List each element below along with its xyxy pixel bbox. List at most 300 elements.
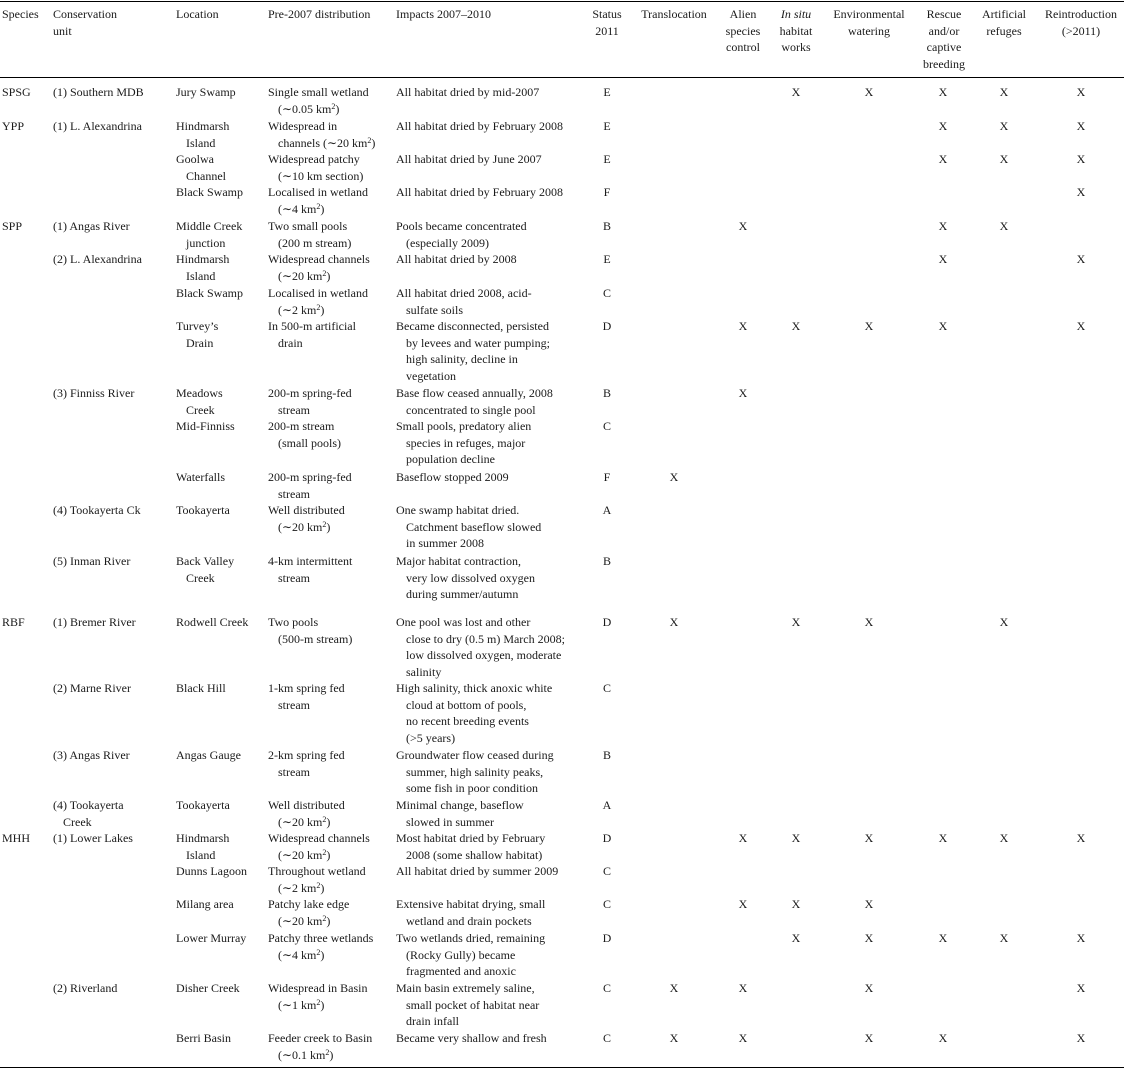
cell-location — [176, 118, 229, 151]
cell-location — [176, 218, 242, 251]
cell-location — [176, 318, 218, 351]
cell-location — [176, 469, 225, 486]
cell-impacts — [396, 84, 539, 101]
cell-impacts — [396, 318, 550, 384]
cell-pre2007-distribution — [268, 251, 370, 284]
mark-alien-control: X — [738, 319, 748, 333]
header-line: Environmental — [833, 7, 905, 21]
mark-reintroduction: X — [1076, 85, 1086, 99]
cell-impacts-line: fragmented and anoxic — [406, 964, 516, 979]
header-line: refuges — [986, 23, 1022, 38]
cell-location-line: Island — [186, 135, 216, 150]
cell-status: C — [602, 286, 611, 300]
cell-location-line: Goolwa — [176, 152, 214, 166]
cell-status: D — [602, 319, 612, 333]
cell-status: F — [603, 185, 611, 199]
cell-pre2007-distribution — [268, 896, 349, 929]
cell-pre2007-distribution — [268, 747, 345, 780]
cell-conservation-unit-line: (3) Angas River — [53, 748, 130, 762]
cell-impacts — [396, 1030, 547, 1047]
cell-status: C — [602, 981, 611, 995]
cell-impacts-line: concentrated to single pool — [406, 402, 536, 417]
cell-impacts-line: vegetation — [406, 368, 456, 383]
cell-pre2007-distribution-line: 200-m spring-fed — [268, 470, 352, 484]
header-line: habitat — [779, 23, 813, 38]
header-line: In situ — [780, 7, 812, 21]
cell-location — [176, 385, 223, 418]
header-rule — [0, 77, 1124, 78]
cell-location-line: Meadows — [176, 386, 223, 400]
mark-env-watering: X — [864, 615, 874, 629]
cell-pre2007-distribution-line: (small pools) — [278, 435, 341, 450]
cell-impacts-line: High salinity, thick anoxic white — [396, 681, 553, 695]
cell-impacts-line: Became disconnected, persisted — [396, 319, 549, 333]
cell-impacts-line: in summer 2008 — [406, 536, 484, 551]
cell-pre2007-distribution — [268, 385, 352, 418]
cell-impacts-line: no recent breeding events — [406, 714, 529, 729]
cell-pre2007-distribution-line: Patchy lake edge — [268, 897, 350, 911]
cell-pre2007-distribution-line: (∼2 $km^2$) — [278, 880, 325, 895]
cell-impacts — [396, 930, 545, 980]
cell-pre2007-distribution-line: (200 m stream) — [278, 235, 352, 250]
cell-impacts — [396, 184, 563, 201]
cell-conservation-unit — [53, 614, 136, 631]
mark-env-watering: X — [864, 1031, 874, 1045]
cell-impacts — [396, 553, 535, 603]
cell-impacts-line: (especially 2009) — [406, 235, 489, 250]
header-alien-control — [718, 6, 768, 56]
cell-impacts-line: Small pools, predatory alien — [396, 419, 532, 433]
cell-pre2007-distribution — [268, 285, 368, 318]
cell-impacts-line: All habitat dried by 2008 — [396, 252, 517, 266]
cell-conservation-unit — [53, 385, 134, 402]
cell-impacts — [396, 285, 532, 318]
cell-status: E — [603, 152, 611, 166]
cell-pre2007-distribution — [268, 218, 351, 251]
cell-impacts-line: All habitat dried by mid-2007 — [396, 85, 540, 99]
mark-translocation: X — [669, 981, 679, 995]
cell-location-line: Dunns Lagoon — [176, 864, 247, 878]
cell-pre2007-distribution-line: (500-m stream) — [278, 631, 353, 646]
cell-location-line: Hindmarsh — [176, 831, 230, 845]
cell-impacts-line: One swamp habitat dried. — [396, 503, 520, 517]
cell-location-line: Waterfalls — [176, 470, 226, 484]
header-line: Conservation — [53, 7, 117, 21]
cell-pre2007-distribution-line: (∼10 km section) — [278, 168, 364, 183]
cell-conservation-unit-line: (5) Inman River — [53, 554, 131, 568]
cell-location-line: Black Hill — [176, 681, 226, 695]
cell-pre2007-distribution-line: 4-km intermittent — [268, 554, 353, 568]
cell-pre2007-distribution-line: stream — [278, 486, 310, 501]
cell-pre2007-distribution-line: stream — [278, 697, 310, 712]
cell-conservation-unit — [53, 797, 124, 830]
header-status — [586, 6, 628, 39]
cell-status: B — [602, 386, 611, 400]
mark-rescue-breeding: X — [938, 831, 948, 845]
cell-species: RBF — [2, 615, 25, 629]
cell-impacts-line: All habitat dried by February 2008 — [396, 119, 563, 133]
cell-impacts-line: cloud at bottom of pools, — [406, 697, 527, 712]
cell-location-line: Black Swamp — [176, 185, 243, 199]
cell-impacts — [396, 469, 509, 486]
cell-impacts-line: species in refuges, major — [406, 435, 526, 450]
mark-reintroduction: X — [1076, 119, 1086, 133]
cell-pre2007-distribution — [268, 797, 345, 830]
mark-insitu-works: X — [791, 931, 801, 945]
cell-location-line: Angas Gauge — [176, 748, 241, 762]
header-line: unit — [53, 23, 72, 38]
header-line: 2011 — [595, 23, 619, 38]
cell-status: C — [602, 897, 611, 911]
cell-impacts-line: sulfate soils — [406, 302, 463, 317]
mark-artificial-refuges: X — [999, 931, 1009, 945]
cell-pre2007-distribution-line: Widespread channels — [268, 252, 370, 266]
cell-conservation-unit — [53, 553, 130, 570]
mark-reintroduction: X — [1076, 981, 1086, 995]
cell-impacts-line: very low dissolved oxygen — [406, 570, 535, 585]
cell-pre2007-distribution-line: stream — [278, 570, 310, 585]
cell-location — [176, 797, 230, 814]
cell-location-line: Island — [186, 847, 216, 862]
cell-pre2007-distribution — [268, 318, 356, 351]
cell-impacts-line: All habitat dried by February 2008 — [396, 185, 563, 199]
header-species: Species — [2, 7, 39, 21]
cell-location-line: Disher Creek — [176, 981, 240, 995]
mark-translocation: X — [669, 1031, 679, 1045]
mark-alien-control: X — [738, 981, 748, 995]
header-line: and/or — [928, 23, 960, 38]
cell-impacts-line: population decline — [406, 452, 495, 467]
cell-location-line: Milang area — [176, 897, 234, 911]
cell-conservation-unit-line: (3) Finniss River — [53, 386, 135, 400]
cell-location-line: Middle Creek — [176, 219, 243, 233]
bottom-rule — [0, 1067, 1124, 1068]
top-rule — [0, 1, 1124, 2]
header-location: Location — [176, 7, 219, 21]
mark-artificial-refuges: X — [999, 119, 1009, 133]
cell-impacts — [396, 385, 553, 418]
cell-impacts-line: during summer/autumn — [406, 587, 519, 602]
cell-impacts-line: Base flow ceased annually, 2008 — [396, 386, 553, 400]
cell-status: C — [602, 864, 611, 878]
cell-pre2007-distribution — [268, 830, 370, 863]
cell-pre2007-distribution-line: (∼0.05 $km^2$) — [278, 101, 340, 116]
cell-impacts-line: low dissolved oxygen, moderate — [406, 648, 562, 663]
cell-location-line: junction — [186, 235, 226, 250]
cell-status: E — [603, 85, 611, 99]
cell-impacts-line: Main basin extremely saline, — [396, 981, 535, 995]
cell-status: A — [602, 503, 612, 517]
cell-pre2007-distribution — [268, 980, 368, 1013]
cell-pre2007-distribution — [268, 863, 366, 896]
cell-pre2007-distribution — [268, 553, 352, 586]
cell-pre2007-distribution — [268, 930, 373, 963]
mark-reintroduction: X — [1076, 1031, 1086, 1045]
cell-impacts — [396, 218, 527, 251]
cell-impacts — [396, 747, 554, 797]
mark-reintroduction: X — [1076, 152, 1086, 166]
cell-impacts-line: (>5 years) — [406, 730, 456, 745]
cell-pre2007-distribution-line: stream — [278, 764, 310, 779]
cell-pre2007-distribution — [268, 502, 345, 535]
cell-location-line: Back Valley — [176, 554, 235, 568]
cell-pre2007-distribution-line: channels (∼20 $km^2$) — [278, 135, 376, 150]
cell-pre2007-distribution-line: (∼20 $km^2$) — [278, 268, 331, 283]
cell-pre2007-distribution-line: (∼1 $km^2$) — [278, 997, 325, 1012]
mark-rescue-breeding: X — [938, 1031, 948, 1045]
cell-impacts — [396, 502, 541, 552]
cell-impacts-line: close to dry (0.5 m) March 2008; — [406, 631, 565, 646]
cell-location-line: Jury Swamp — [176, 85, 236, 99]
cell-pre2007-distribution — [268, 84, 369, 117]
header-translocation: Translocation — [641, 7, 707, 21]
cell-impacts-line: by levees and water pumping; — [406, 335, 550, 350]
cell-conservation-unit — [53, 118, 142, 135]
cell-pre2007-distribution-line: Patchy three wetlands — [268, 931, 374, 945]
cell-impacts-line: 2008 (some shallow habitat) — [406, 847, 543, 862]
cell-location — [176, 930, 246, 947]
mark-artificial-refuges: X — [999, 219, 1009, 233]
mark-rescue-breeding: X — [938, 152, 948, 166]
mark-rescue-breeding: X — [938, 319, 948, 333]
cell-pre2007-distribution — [268, 1030, 372, 1063]
header-line: control — [726, 40, 760, 55]
cell-status: D — [602, 831, 612, 845]
cell-pre2007-distribution-line: Single small wetland — [268, 85, 369, 99]
cell-conservation-unit-line: (4) Tookayerta Ck — [53, 503, 141, 517]
cell-conservation-unit — [53, 830, 133, 847]
cell-impacts-line: drain infall — [406, 1014, 459, 1029]
cell-pre2007-distribution-line: 200-m stream — [268, 419, 335, 433]
cell-status: B — [602, 554, 611, 568]
cell-location-line: Island — [186, 268, 216, 283]
cell-pre2007-distribution-line: 2-km spring fed — [268, 748, 345, 762]
cell-location — [176, 747, 241, 764]
cell-location-line: Tookayerta — [176, 798, 230, 812]
mark-rescue-breeding: X — [938, 85, 948, 99]
header-line: (>2011) — [1061, 23, 1101, 38]
cell-impacts — [396, 118, 563, 135]
cell-impacts — [396, 418, 531, 468]
mark-insitu-works: X — [791, 615, 801, 629]
header-conservation-unit — [53, 6, 117, 39]
cell-location — [176, 418, 235, 435]
cell-pre2007-distribution — [268, 151, 363, 184]
cell-pre2007-distribution-line: Widespread patchy — [268, 152, 360, 166]
cell-pre2007-distribution-line: (∼20 $km^2$) — [278, 519, 331, 534]
cell-impacts-line: Minimal change, baseflow — [396, 798, 524, 812]
cell-pre2007-distribution-line: 1-km spring fed — [268, 681, 345, 695]
cell-pre2007-distribution-line: (∼2 $km^2$) — [278, 302, 325, 317]
cell-impacts — [396, 680, 552, 746]
cell-impacts-line: All habitat dried 2008, acid- — [396, 286, 532, 300]
cell-location-line: Creek — [186, 402, 215, 417]
mark-artificial-refuges: X — [999, 831, 1009, 845]
cell-conservation-unit — [53, 502, 141, 519]
cell-pre2007-distribution-line: stream — [278, 402, 310, 417]
header-rescue — [916, 6, 972, 72]
mark-insitu-works: X — [791, 897, 801, 911]
mark-env-watering: X — [864, 931, 874, 945]
cell-location — [176, 502, 230, 519]
cell-location — [176, 553, 234, 586]
cell-pre2007-distribution-line: Two pools — [268, 615, 319, 629]
mark-alien-control: X — [738, 386, 748, 400]
cell-status: B — [602, 219, 611, 233]
cell-impacts-line: One pool was lost and other — [396, 615, 531, 629]
cell-conservation-unit — [53, 747, 130, 764]
cell-impacts-line: Catchment baseflow slowed — [406, 519, 542, 534]
mark-alien-control: X — [738, 897, 748, 911]
cell-impacts-line: salinity — [406, 664, 442, 679]
cell-location-line: Channel — [186, 168, 226, 183]
mark-reintroduction: X — [1076, 831, 1086, 845]
header-insitu-works — [772, 6, 820, 56]
mark-rescue-breeding: X — [938, 219, 948, 233]
mark-env-watering: X — [864, 897, 874, 911]
header-line: species — [725, 23, 761, 38]
cell-pre2007-distribution-line: (∼20 $km^2$) — [278, 913, 331, 928]
header-line: captive — [926, 40, 962, 55]
cell-location-line: Black Swamp — [176, 286, 243, 300]
mark-reintroduction: X — [1076, 931, 1086, 945]
cell-impacts — [396, 863, 558, 880]
cell-conservation-unit-line: (4) Tookayerta — [53, 798, 124, 812]
header-artificial-refuges — [976, 6, 1032, 39]
mark-reintroduction: X — [1076, 252, 1086, 266]
cell-pre2007-distribution-line: Widespread channels — [268, 831, 370, 845]
cell-pre2007-distribution-line: Widespread in Basin — [268, 981, 368, 995]
cell-conservation-unit — [53, 251, 142, 268]
cell-location — [176, 680, 226, 697]
cell-location-line: Mid-Finniss — [176, 419, 235, 433]
cell-impacts — [396, 251, 517, 268]
cell-species: MHH — [2, 831, 31, 845]
cell-status: E — [603, 252, 611, 266]
mark-alien-control: X — [738, 1031, 748, 1045]
cell-location — [176, 251, 229, 284]
cell-pre2007-distribution-line: drain — [278, 335, 303, 350]
cell-conservation-unit-line: (2) Marne River — [53, 681, 131, 695]
cell-impacts-line: Baseflow stopped 2009 — [396, 470, 509, 484]
mark-insitu-works: X — [791, 831, 801, 845]
cell-location-line: Drain — [186, 335, 214, 350]
cell-location — [176, 285, 243, 302]
cell-location — [176, 84, 236, 101]
cell-species: SPP — [2, 219, 23, 233]
mark-insitu-works: X — [791, 319, 801, 333]
cell-pre2007-distribution-line: (∼20 $km^2$) — [278, 847, 331, 862]
cell-conservation-unit-line: (1) Angas River — [53, 219, 130, 233]
cell-location-line: Lower Murray — [176, 931, 247, 945]
cell-pre2007-distribution-line: Localised in wetland — [268, 185, 368, 199]
cell-location-line: Creek — [186, 570, 215, 585]
cell-pre2007-distribution-line: 200-m spring-fed — [268, 386, 352, 400]
cell-pre2007-distribution — [268, 614, 352, 647]
cell-location-line: Berri Basin — [176, 1031, 231, 1045]
mark-alien-control: X — [738, 219, 748, 233]
cell-pre2007-distribution-line: In 500-m artificial — [268, 319, 356, 333]
cell-conservation-unit — [53, 680, 131, 697]
cell-pre2007-distribution-line: (∼4 $km^2$) — [278, 201, 325, 216]
cell-impacts — [396, 151, 542, 168]
mark-rescue-breeding: X — [938, 252, 948, 266]
cell-status: D — [602, 931, 612, 945]
mark-env-watering: X — [864, 981, 874, 995]
cell-pre2007-distribution-line: Well distributed — [268, 798, 345, 812]
header-line: Reintroduction — [1045, 7, 1117, 21]
mark-alien-control: X — [738, 831, 748, 845]
cell-impacts — [396, 896, 545, 929]
cell-impacts-line: Most habitat dried by February — [396, 831, 546, 845]
cell-conservation-unit-line: (1) Southern MDB — [53, 85, 144, 99]
cell-pre2007-distribution-line: Well distributed — [268, 503, 345, 517]
cell-impacts-line: some fish in poor condition — [406, 781, 538, 796]
cell-conservation-unit-line: (2) Riverland — [53, 981, 118, 995]
mark-rescue-breeding: X — [938, 119, 948, 133]
cell-location-line: Turvey’s — [176, 319, 219, 333]
header-impacts: Impacts 2007–2010 — [396, 7, 491, 21]
header-env-watering — [826, 6, 912, 39]
cell-impacts-line: small pocket of habitat near — [406, 997, 540, 1012]
header-line: Status — [592, 7, 622, 21]
cell-impacts-line: (Rocky Gully) became — [406, 947, 516, 962]
mark-translocation: X — [669, 615, 679, 629]
mark-reintroduction: X — [1076, 319, 1086, 333]
cell-status: C — [602, 1031, 611, 1045]
cell-location-line: Hindmarsh — [176, 119, 230, 133]
mark-rescue-breeding: X — [938, 931, 948, 945]
cell-pre2007-distribution — [268, 469, 352, 502]
header-reintroduction — [1038, 6, 1124, 39]
cell-location — [176, 896, 234, 913]
mark-artificial-refuges: X — [999, 152, 1009, 166]
cell-impacts-line: Groundwater flow ceased during — [396, 748, 554, 762]
cell-location — [176, 151, 226, 184]
mark-reintroduction: X — [1076, 185, 1086, 199]
cell-pre2007-distribution — [268, 184, 368, 217]
cell-pre2007-distribution-line: Widespread in — [268, 119, 338, 133]
header-line: works — [781, 40, 811, 55]
cell-impacts-line: Major habitat contraction, — [396, 554, 521, 568]
cell-impacts-line: high salinity, decline in — [406, 352, 518, 367]
cell-conservation-unit-line: (2) L. Alexandrina — [53, 252, 142, 266]
cell-conservation-unit — [53, 218, 130, 235]
mark-translocation: X — [669, 470, 679, 484]
cell-location-line: Hindmarsh — [176, 252, 230, 266]
cell-pre2007-distribution-line: Feeder creek to Basin — [268, 1031, 373, 1045]
cell-pre2007-distribution-line: (∼0.1 $km^2$) — [278, 1047, 334, 1062]
cell-location-line: Rodwell Creek — [176, 615, 249, 629]
mark-env-watering: X — [864, 85, 874, 99]
cell-location — [176, 980, 240, 997]
header-line: Rescue — [926, 7, 962, 21]
cell-impacts-line: slowed in summer — [406, 814, 494, 829]
cell-impacts — [396, 797, 524, 830]
header-line: Alien — [729, 7, 757, 21]
cell-status: F — [603, 470, 611, 484]
cell-species: SPSG — [2, 85, 31, 99]
cell-impacts-line: Two wetlands dried, remaining — [396, 931, 546, 945]
header-line: breeding — [923, 56, 965, 71]
cell-pre2007-distribution-line: Localised in wetland — [268, 286, 368, 300]
cell-species: YPP — [2, 119, 25, 133]
cell-pre2007-distribution-line: Two small pools — [268, 219, 348, 233]
cell-status: E — [603, 119, 611, 133]
cell-location — [176, 614, 248, 631]
cell-status: C — [602, 419, 611, 433]
cell-impacts-line: summer, high salinity peaks, — [406, 764, 544, 779]
